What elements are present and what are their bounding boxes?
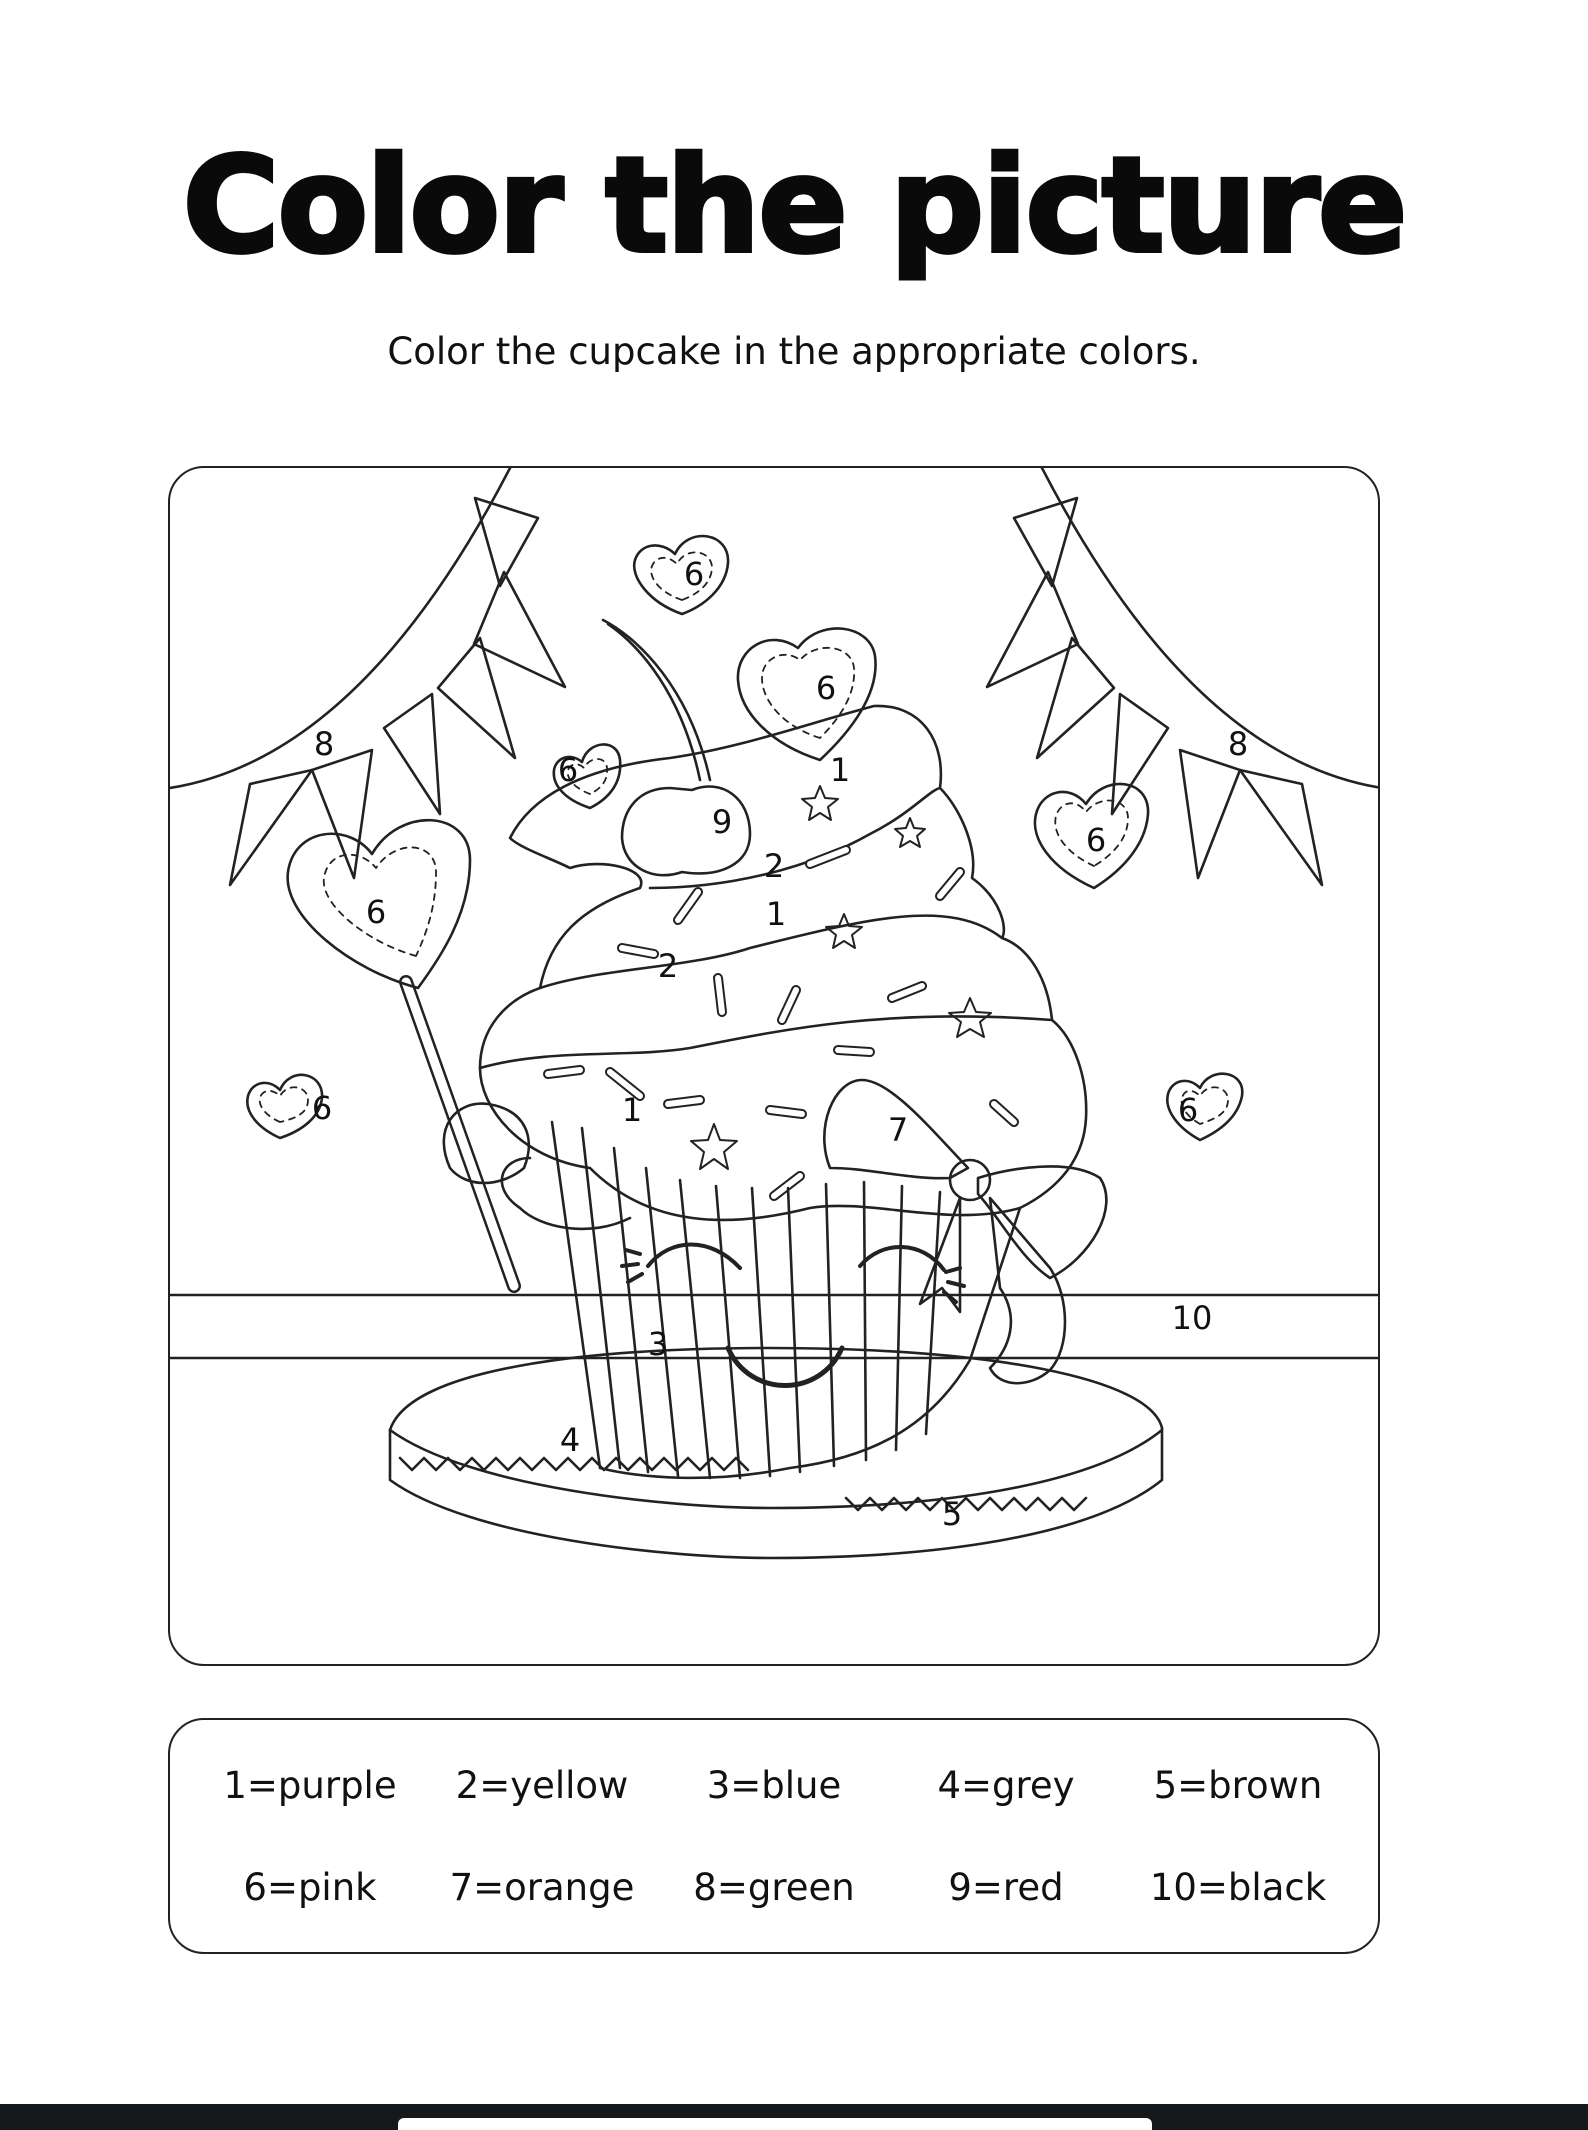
cake-plate xyxy=(390,1348,1162,1558)
number-bunting-left: 8 xyxy=(313,725,335,763)
number-heart-left-low: 6 xyxy=(311,1089,333,1127)
bunting-right xyxy=(987,468,1380,885)
number-frosting-top: 1 xyxy=(829,751,851,789)
page-subtitle: Color the cupcake in the appropriate colors. xyxy=(387,330,1201,373)
legend-item: 8=green xyxy=(693,1865,855,1909)
home-indicator[interactable] xyxy=(398,2118,1152,2130)
number-cherry: 9 xyxy=(711,803,733,841)
number-table: 10 xyxy=(1171,1299,1213,1337)
number-wrapper: 3 xyxy=(647,1325,669,1363)
bunting-left xyxy=(170,468,565,885)
number-plate-trim: 5 xyxy=(941,1495,963,1533)
number-heart-top-small: 6 xyxy=(683,555,705,593)
legend-item: 3=blue xyxy=(706,1763,842,1807)
cupcake-illustration xyxy=(170,468,1380,1666)
number-bunting-right: 8 xyxy=(1227,725,1249,763)
number-heart-lollipop: 6 xyxy=(365,893,387,931)
number-frosting-1b: 1 xyxy=(765,895,787,933)
number-frosting-1c: 1 xyxy=(621,1091,643,1129)
heart-lollipop xyxy=(288,820,630,1286)
page-title: Color the picture xyxy=(182,129,1406,283)
legend-item: 10=black xyxy=(1149,1865,1327,1909)
legend-item: 1=purple xyxy=(223,1763,397,1807)
number-plate: 4 xyxy=(559,1421,581,1459)
number-heart-left-small: 6 xyxy=(557,751,579,789)
number-bow: 7 xyxy=(887,1111,909,1149)
legend-item: 9=red xyxy=(948,1865,1064,1909)
legend-item: 7=orange xyxy=(449,1865,635,1909)
coloring-picture-frame xyxy=(168,466,1380,1666)
number-frosting-2a: 2 xyxy=(763,847,785,885)
number-heart-big-top: 6 xyxy=(815,669,837,707)
number-heart-right: 6 xyxy=(1085,821,1107,859)
legend-item: 6=pink xyxy=(243,1865,377,1909)
number-heart-right-low: 6 xyxy=(1177,1091,1199,1129)
color-legend xyxy=(168,1718,1380,1954)
legend-item: 4=grey xyxy=(937,1763,1075,1807)
number-frosting-2b: 2 xyxy=(657,947,679,985)
legend-item: 5=brown xyxy=(1153,1763,1323,1807)
bow xyxy=(824,1080,1106,1383)
legend-item: 2=yellow xyxy=(455,1763,629,1807)
